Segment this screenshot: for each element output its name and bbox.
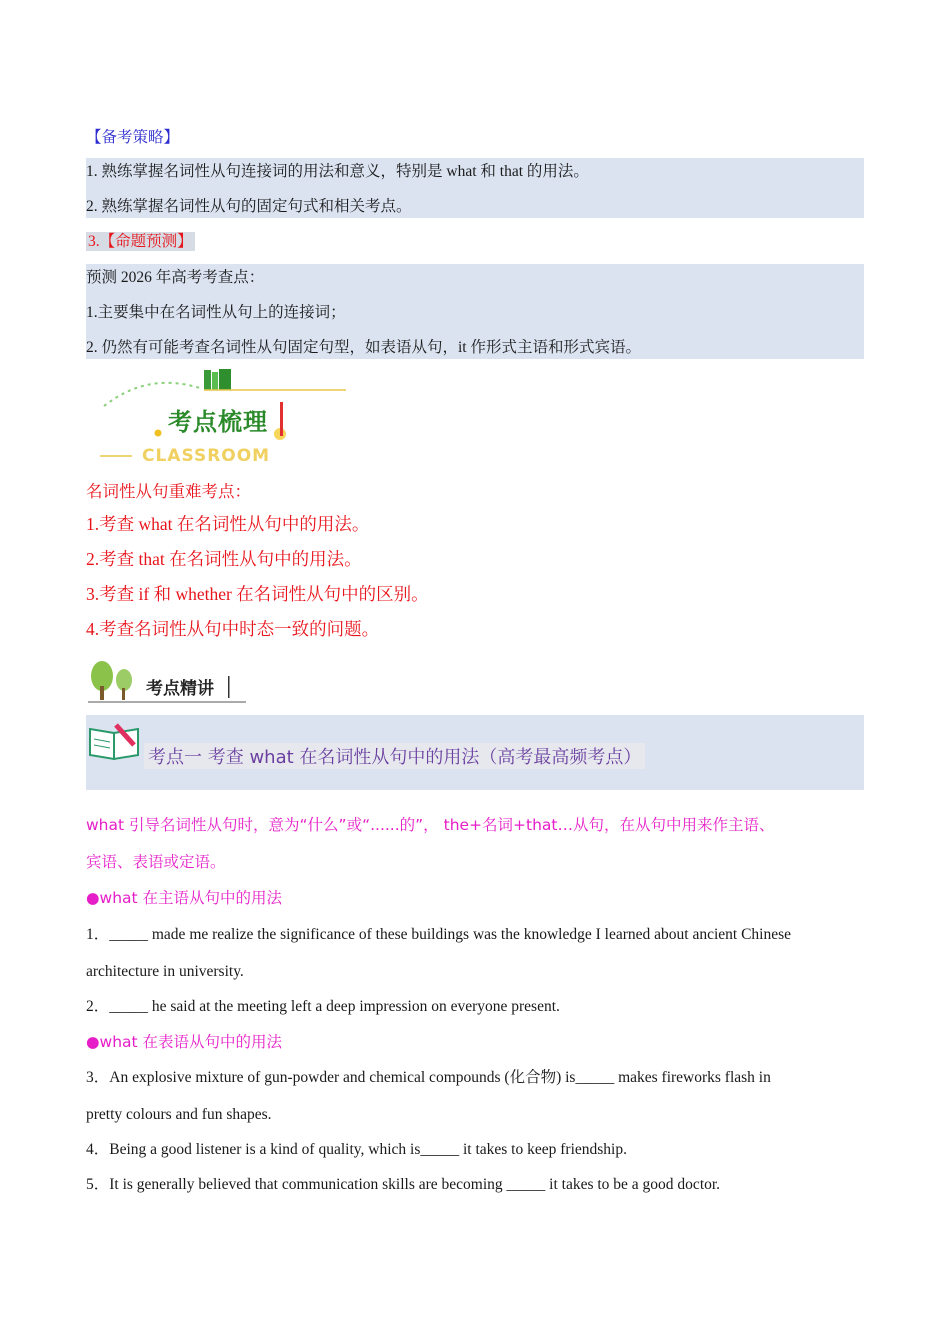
- banner-title: 考点梳理: [168, 408, 268, 436]
- question-1-line1: 1．_____ made me realize the significance of these buildings was the knowledge I learned about ancient Chinese: [86, 926, 792, 943]
- section-desc-line2: 宾语、表语或定语。: [86, 853, 226, 871]
- banner-classroom: [100, 366, 350, 466]
- question-5: 5．It is generally believed that communication skills are becoming _____ it takes to be a good doctor.: [86, 1176, 721, 1193]
- book-pencil-icon: [88, 717, 142, 761]
- prediction-heading: 3.【命题预测】: [88, 233, 193, 250]
- section-title-box: [86, 715, 864, 790]
- question-3-line1: 3．An explosive mixture of gun-powder and chemical compounds (化合物) is_____ makes fireworks flash in: [86, 1069, 771, 1086]
- section-title: 考点一 考查 what 在名词性从句中的用法（高考最高频考点）: [144, 743, 645, 769]
- banner-subtitle: CLASSROOM: [142, 446, 271, 466]
- subheading-subject-clause: ●what 在主语从句中的用法: [86, 889, 283, 907]
- banner-lecture: [88, 658, 248, 706]
- prediction-item: 1.主要集中在名词性从句上的连接词；: [86, 304, 346, 321]
- question-4: 4．Being a good listener is a kind of quality, which is_____ it takes to keep friendship.: [86, 1141, 627, 1158]
- prediction-item: 2. 仍然有可能考查名词性从句固定句型，如表语从句，it 作形式主语和形式宾语。: [86, 339, 641, 356]
- question-3-line2: pretty colours and fun shapes.: [86, 1106, 272, 1123]
- keypoint-item: 3.考查 if 和 whether 在名词性从句中的区别。: [86, 584, 429, 604]
- question-2: 2．_____ he said at the meeting left a deep impression on everyone present.: [86, 998, 560, 1015]
- keypoints-heading: 名词性从句重难考点：: [86, 482, 251, 501]
- strategy-heading: 【备考策略】: [86, 129, 180, 146]
- banner-lecture-title: 考点精讲: [146, 679, 214, 699]
- strategy-item: 1. 熟练掌握名词性从句连接词的用法和意义，特别是 what 和 that 的用法。: [86, 163, 589, 180]
- prediction-intro: 预测 2026 年高考考查点：: [86, 269, 265, 286]
- strategy-item: 2. 熟练掌握名词性从句的固定句式和相关考点。: [86, 198, 412, 215]
- keypoint-item: 1.考查 what 在名词性从句中的用法。: [86, 514, 370, 534]
- subheading-predicative-clause: ●what 在表语从句中的用法: [86, 1033, 283, 1051]
- keypoint-item: 4.考查名词性从句中时态一致的问题。: [86, 619, 380, 639]
- keypoint-item: 2.考查 that 在名词性从句中的用法。: [86, 549, 362, 569]
- section-desc-line1: what 引导名词性从句时，意为“什么”或“......的”， the+名词+that…从句，在从句中用来作主语、: [86, 816, 775, 834]
- question-1-line2: architecture in university.: [86, 963, 244, 980]
